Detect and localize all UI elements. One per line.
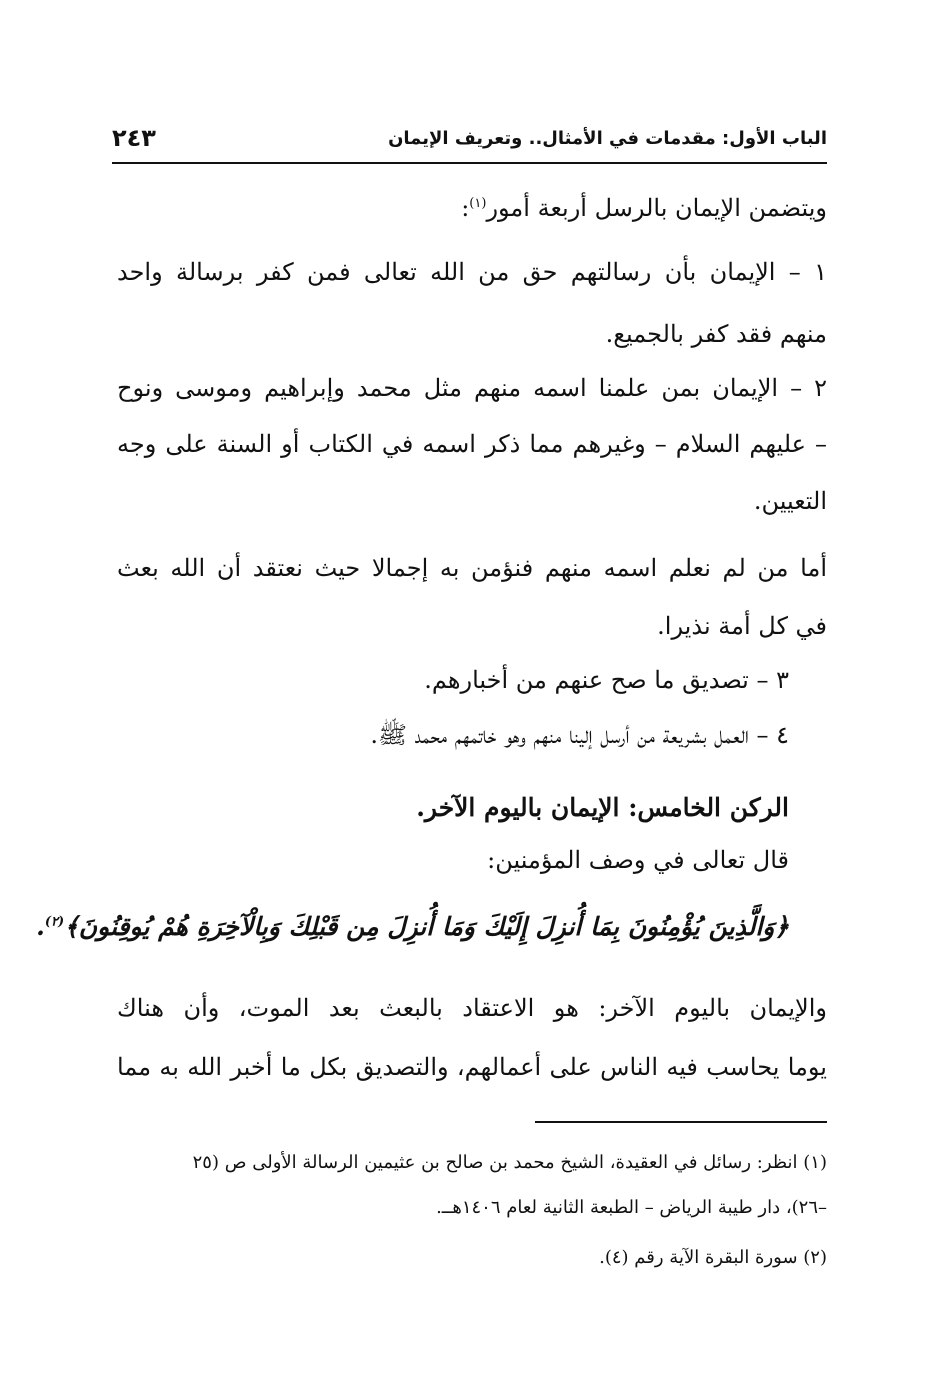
footnote-ref-1[interactable]: (١): [469, 196, 487, 211]
paragraph-6-line-2: يوما يحاسب فيه الناس على أعمالهم، والتصديق بكل ما أخبر الله به مما: [117, 1053, 827, 1081]
verse-period: .: [36, 912, 45, 941]
running-title: الباب الأول: مقدمات في الأمثال.. وتعريف الإيمان: [388, 128, 827, 149]
point-3: ٣ – تصديق ما صح عنهم من أخبارهم.: [424, 666, 789, 694]
quote-intro: قال تعالى في وصف المؤمنين:: [487, 846, 789, 874]
intro-line: [461, 188, 827, 228]
quran-verse-line: [36, 907, 789, 947]
point-1-line-1: ١ – الإيمان بأن رسالتهم حق من الله تعالى فمن كفر برسالة واحد: [117, 258, 827, 286]
paragraph-3-line-2: في كل أمة نذيرا.: [657, 612, 827, 640]
page-header: [112, 118, 827, 164]
intro-colon: :: [461, 194, 470, 222]
point-4: ٤ – العمل بشريعة من أرسل إلينا منهم وهو خاتمهم محمد ﷺ.: [370, 721, 789, 749]
point-2-line-1: ٢ – الإيمان بمن علمنا اسمه منهم مثل محمد وإبراهيم وموسى ونوح: [117, 374, 827, 402]
paragraph-6-line-1: والإيمان باليوم الآخر: هو الاعتقاد بالبعث بعد الموت، وأن هناك: [117, 994, 827, 1022]
point-1-line-2: منهم فقد كفر بالجميع.: [605, 320, 827, 348]
paragraph-3-line-1: أما من لم نعلم اسمه منهم فنؤمن به إجمالا حيث نعتقد أن الله بعث: [117, 554, 827, 582]
footnote-1-line-1: (١) انظر: رسائل في العقيدة، الشيخ محمد بن صالح بن عثيمين الرسالة الأولى ص (٢٥: [192, 1152, 827, 1173]
intro-text: ويتضمن الإيمان بالرسل أربعة أمور: [486, 194, 827, 222]
point-2-line-2: – عليهم السلام – وغيرهم مما ذكر اسمه في الكتاب أو السنة على وجه: [117, 430, 827, 458]
page-number: ٢٤٣: [112, 124, 156, 152]
quran-verse: ﴿وَالَّذِينَ يُؤْمِنُونَ بِمَا أُنزِلَ إِلَيْكَ وَمَا أُنزِلَ مِن قَبْلِكَ وَبِالْآخِرَةِ هُمْ يُوقِنُونَ﴾: [64, 912, 789, 941]
footnote-separator: [535, 1121, 827, 1123]
footnote-2: (٢) سورة البقرة الآية رقم (٤).: [599, 1247, 827, 1268]
section-heading: الركن الخامس: الإيمان باليوم الآخر.: [416, 793, 789, 822]
footnote-1-line-2: –٢٦)، دار طيبة الرياض – الطبعة الثانية لعام ١٤٠٦هــ.: [436, 1197, 827, 1218]
footnote-ref-2[interactable]: (٢): [44, 914, 65, 930]
point-2-line-3: التعيين.: [753, 487, 827, 515]
